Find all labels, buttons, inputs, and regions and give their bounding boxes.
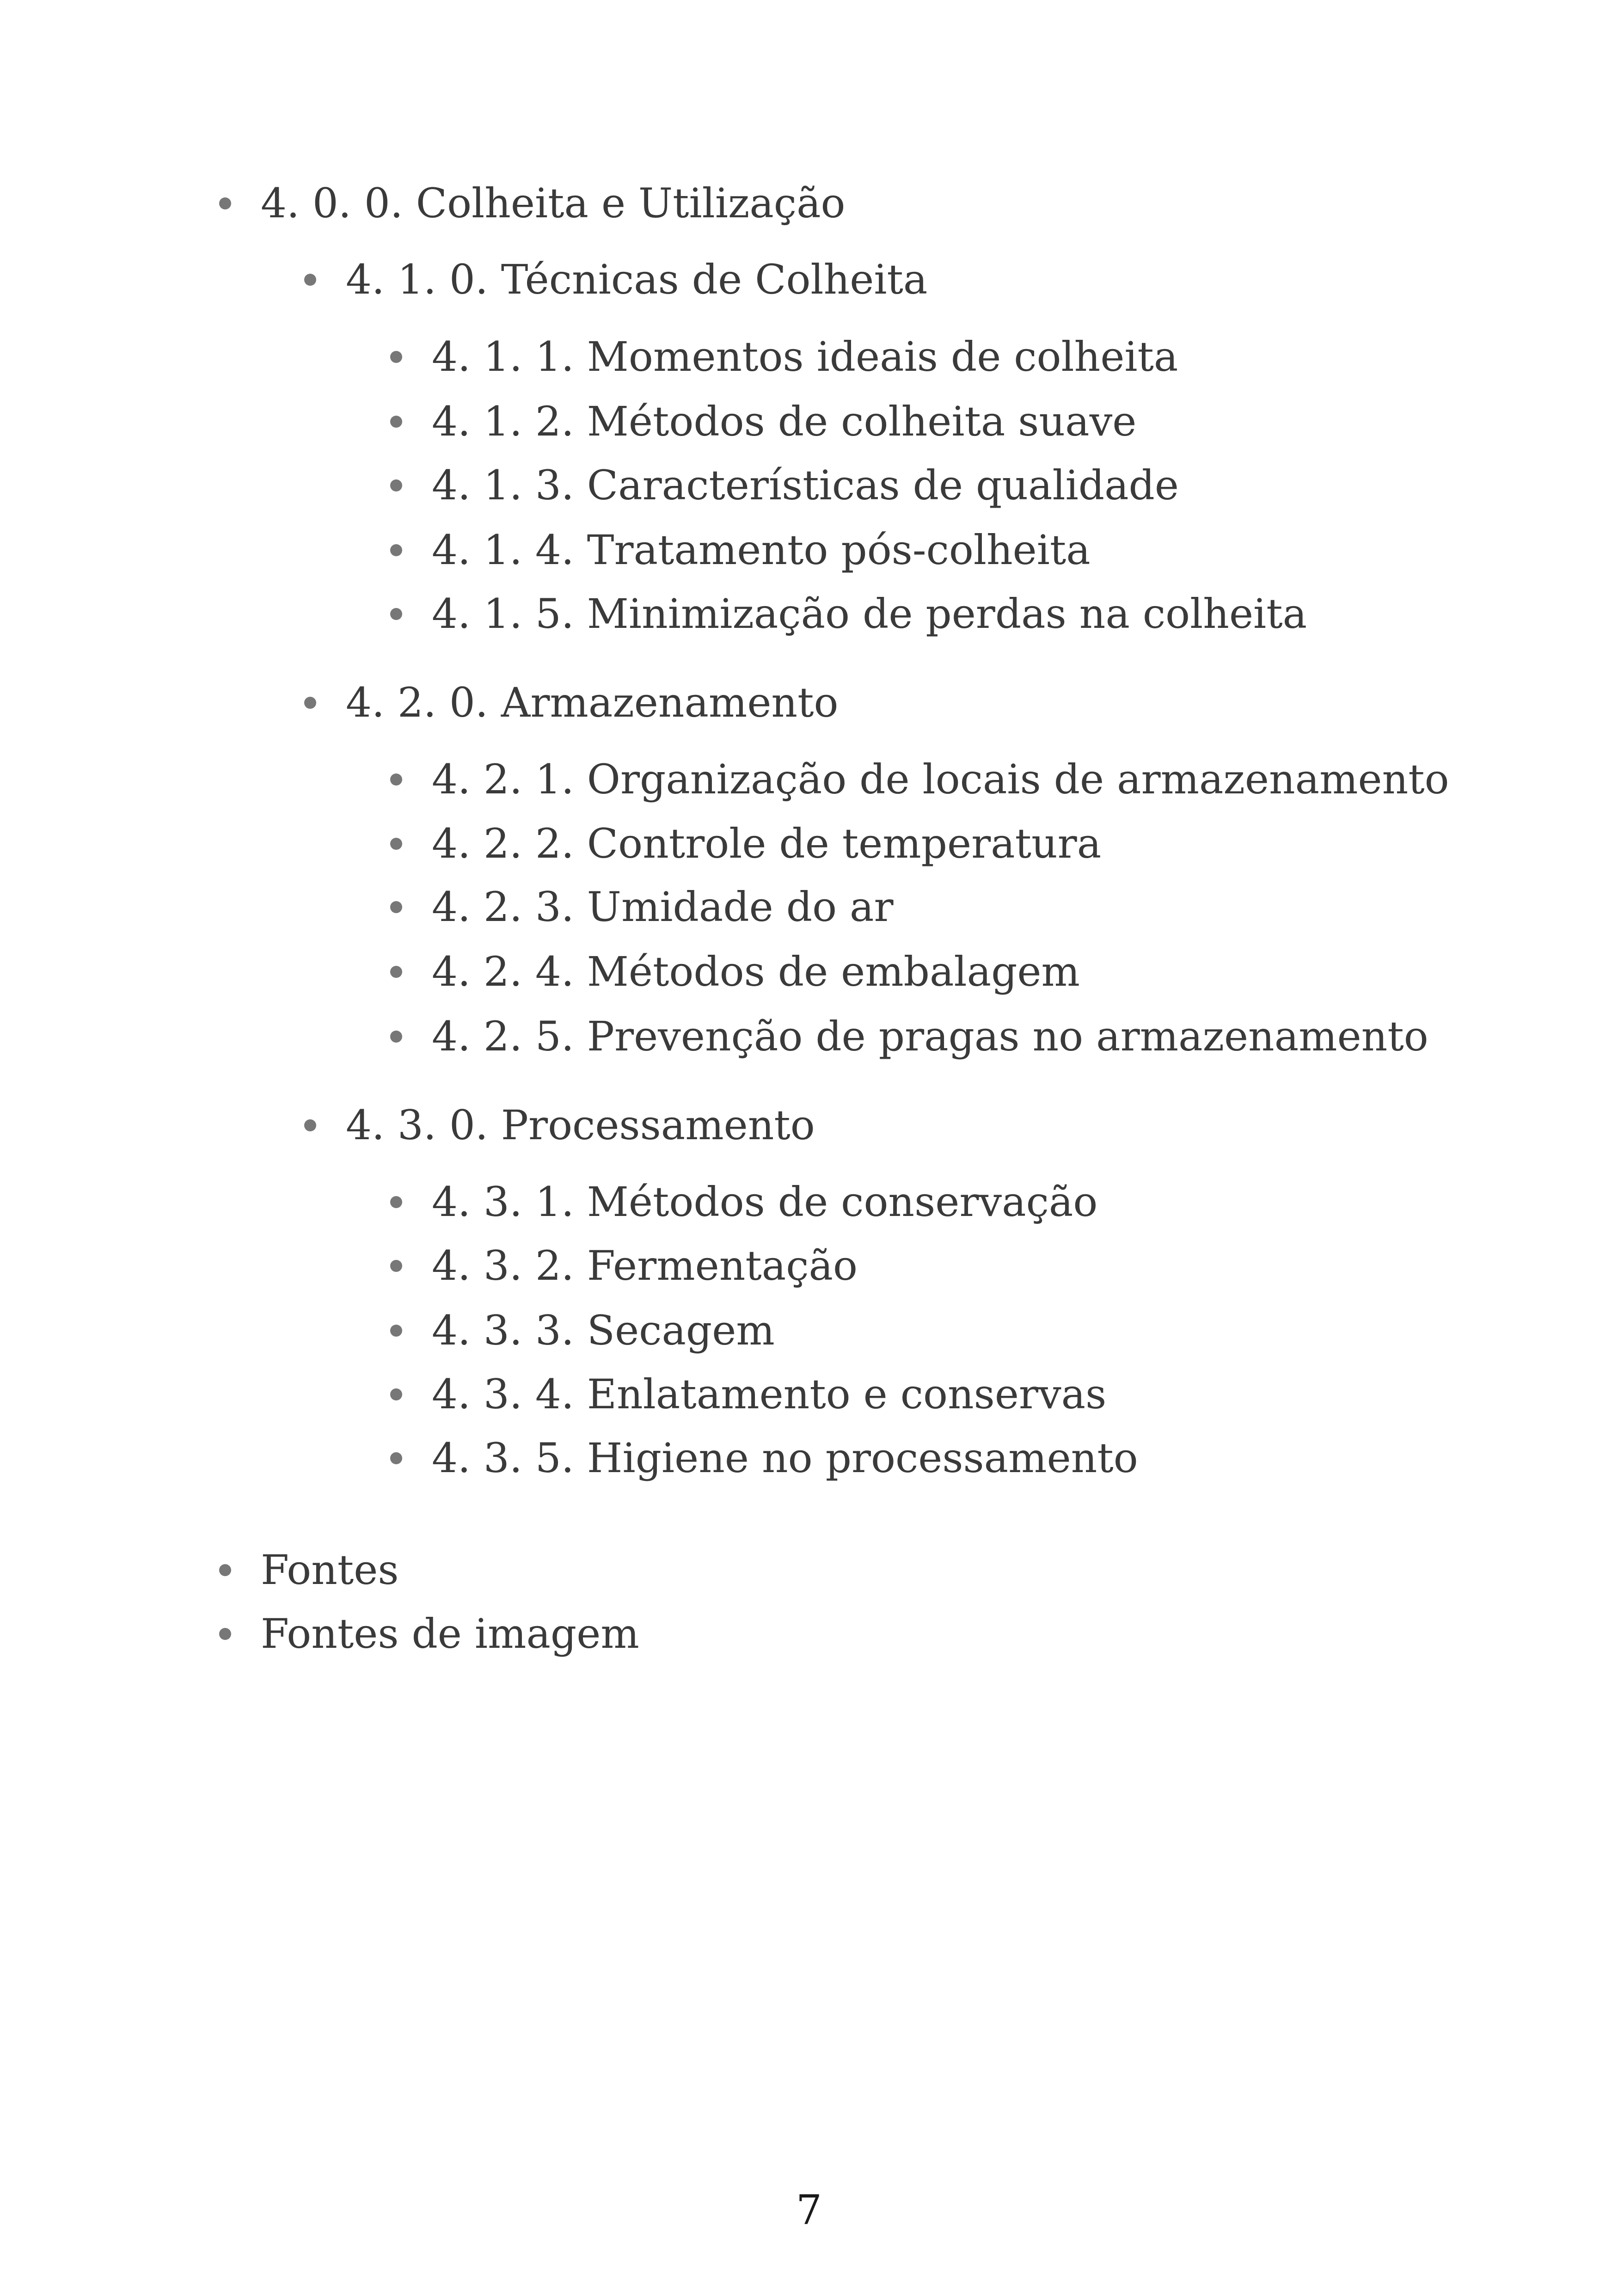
toc-item-controle-temperatura[interactable] bbox=[432, 816, 1101, 872]
bullet-icon bbox=[390, 1388, 402, 1400]
bullet-icon bbox=[390, 1325, 402, 1337]
toc-item-minimizacao-perdas[interactable] bbox=[432, 586, 1307, 642]
toc-item-caracteristicas-qualidade[interactable] bbox=[432, 458, 1179, 513]
bullet-icon bbox=[219, 197, 231, 209]
toc-item-label: 4. 3. 3. Secagem bbox=[432, 1307, 775, 1354]
toc-item-label: 4. 3. 0. Processamento bbox=[346, 1101, 815, 1149]
bullet-icon bbox=[390, 1260, 402, 1272]
toc-item-fontes-de-imagem[interactable] bbox=[261, 1606, 639, 1662]
bullet-icon bbox=[390, 416, 402, 428]
bullet-icon bbox=[390, 608, 402, 620]
bullet-icon bbox=[390, 838, 402, 850]
bullet-icon bbox=[304, 1119, 316, 1131]
toc-item-higiene-processamento[interactable] bbox=[432, 1430, 1138, 1486]
bullet-icon bbox=[219, 1564, 231, 1576]
toc-item-label: Fontes de imagem bbox=[261, 1610, 639, 1658]
toc-item-label: 4. 2. 2. Controle de temperatura bbox=[432, 820, 1102, 867]
bullet-icon bbox=[219, 1628, 231, 1640]
bullet-icon bbox=[390, 901, 402, 913]
bullet-icon bbox=[390, 479, 402, 491]
bullet-icon bbox=[390, 1031, 402, 1043]
toc-item-armazenamento[interactable] bbox=[346, 675, 838, 731]
toc-item-enlatamento[interactable] bbox=[432, 1367, 1106, 1422]
toc-item-label: 4. 1. 3. Características de qualidade bbox=[432, 461, 1179, 509]
toc-item-label: 4. 0. 0. Colheita e Utilização bbox=[261, 179, 846, 227]
toc-item-label: 4. 3. 1. Métodos de conservação bbox=[432, 1178, 1098, 1226]
bullet-icon bbox=[390, 544, 402, 556]
toc-item-fontes[interactable] bbox=[261, 1542, 399, 1598]
toc-item-tecnicas-de-colheita[interactable] bbox=[346, 252, 927, 307]
toc-item-label: 4. 1. 0. Técnicas de Colheita bbox=[346, 256, 928, 303]
toc-item-colheita-e-utilizacao[interactable] bbox=[261, 176, 846, 231]
toc-item-metodos-embalagem[interactable] bbox=[432, 944, 1080, 1000]
bullet-icon bbox=[390, 1452, 402, 1464]
bullet-icon bbox=[390, 774, 402, 786]
toc-item-label: 4. 2. 0. Armazenamento bbox=[346, 679, 839, 726]
toc-item-prevencao-pragas[interactable] bbox=[432, 1009, 1428, 1064]
toc-item-label: 4. 3. 2. Fermentação bbox=[432, 1242, 858, 1289]
toc-item-label: 4. 1. 5. Minimização de perdas na colheita bbox=[432, 590, 1307, 638]
toc-item-processamento[interactable] bbox=[346, 1098, 815, 1153]
bullet-icon bbox=[390, 1196, 402, 1208]
toc-item-umidade-ar[interactable] bbox=[432, 879, 894, 935]
toc-item-label: 4. 2. 4. Métodos de embalagem bbox=[432, 948, 1080, 995]
toc-item-label: 4. 3. 4. Enlatamento e conservas bbox=[432, 1370, 1107, 1418]
bullet-icon bbox=[304, 274, 316, 286]
page-number: 7 bbox=[796, 2186, 822, 2234]
bullet-icon bbox=[390, 966, 402, 978]
toc-item-metodos-conservacao[interactable] bbox=[432, 1174, 1097, 1230]
toc-item-label: 4. 2. 1. Organização de locais de armazenamento bbox=[432, 755, 1449, 803]
toc-item-fermentacao[interactable] bbox=[432, 1238, 858, 1294]
bullet-icon bbox=[304, 697, 316, 709]
toc-item-metodos-colheita-suave[interactable] bbox=[432, 394, 1136, 449]
toc-item-label: 4. 1. 1. Momentos ideais de colheita bbox=[432, 333, 1178, 381]
toc-item-label: 4. 1. 2. Métodos de colheita suave bbox=[432, 398, 1137, 445]
toc-item-label: Fontes bbox=[261, 1546, 399, 1594]
toc-item-label: 4. 2. 3. Umidade do ar bbox=[432, 883, 894, 931]
toc-item-tratamento-pos-colheita[interactable] bbox=[432, 522, 1091, 578]
toc-item-label: 4. 2. 5. Prevenção de pragas no armazenamento bbox=[432, 1013, 1428, 1060]
toc-item-organizacao-locais[interactable] bbox=[432, 752, 1449, 807]
toc-item-label: 4. 3. 5. Higiene no processamento bbox=[432, 1434, 1138, 1482]
toc-item-momentos-ideais[interactable] bbox=[432, 329, 1178, 385]
bullet-icon bbox=[390, 351, 402, 363]
toc-item-label: 4. 1. 4. Tratamento pós-colheita bbox=[432, 526, 1091, 574]
toc-item-secagem[interactable] bbox=[432, 1303, 775, 1358]
